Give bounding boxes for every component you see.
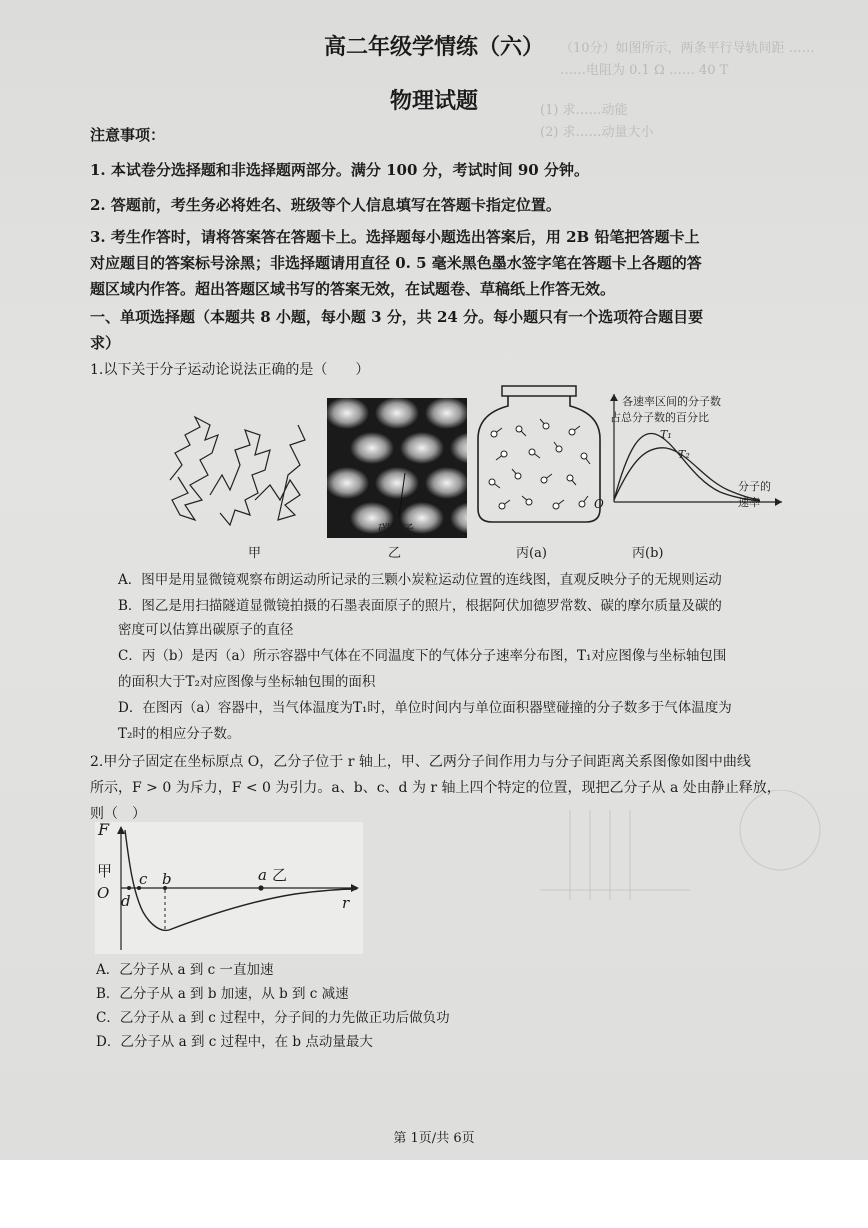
q2-option-a: A．乙分子从 a 到 c 一直加速: [96, 962, 274, 978]
graph-label-c: c: [139, 870, 148, 888]
q2-option-c: C．乙分子从 a 到 c 过程中，分子间的力先做正功后做负功: [96, 1010, 450, 1026]
q1-option-c-line2: 的面积大于T₂对应图像与坐标轴包围的面积: [118, 674, 376, 690]
question-2-stem-line1: 2.甲分子固定在坐标原点 O，乙分子位于 r 轴上，甲、乙两分子间作用力与分子间距离关系图像如图中曲线: [90, 754, 751, 770]
notice-item-3-line3: 题区域内作答。超出答题区域书写的答案无效，在试题卷、草稿纸上作答无效。: [90, 280, 616, 298]
graph-label-r: r: [342, 894, 350, 912]
caption-yi: 乙: [388, 546, 402, 561]
graph-label-jia: 甲: [97, 862, 113, 880]
graph-xlabel-line1: 分子的: [738, 480, 771, 493]
figure-force-distance-graph: [95, 822, 363, 954]
notice-item-3-line2: 对应题目的答案标号涂黑；非选择题请用直径 0. 5 毫米黑色墨水签字笔在答题卡上各题的答: [90, 254, 702, 272]
notice-item-3-line1: 3. 考生作答时，请将答案答在答题卡上。选择题每小题选出答案后，用 2B 铅笔把答题卡上: [90, 228, 700, 246]
q2-option-b: B．乙分子从 a 到 b 加速，从 b 到 c 减速: [96, 986, 349, 1002]
bleed-through-text-2: (1) 求……动能 (2) 求……动量大小: [540, 103, 654, 140]
figure-gas-container: [474, 384, 604, 529]
graph-label-F: F: [98, 820, 110, 839]
caption-jia: 甲: [248, 546, 262, 561]
graph-label-b: b: [162, 870, 172, 888]
caption-bing-a: 丙(a): [516, 546, 547, 561]
q2-option-d: D．乙分子从 a 到 c 过程中，在 b 点动量最大: [96, 1034, 373, 1050]
graph-label-yi: 乙: [272, 866, 288, 884]
page-subtitle: 物理试题: [389, 88, 478, 114]
graph-label-a: a: [258, 866, 267, 884]
graph-label-t1: T₁: [660, 428, 672, 441]
question-2-stem-line3: 则（ ）: [90, 806, 146, 822]
graph-label-O: O: [97, 884, 110, 902]
q1-option-b-line1: B．图乙是用扫描隧道显微镜拍摄的石墨表面原子的照片，根据阿伏加德罗常数、碳的摩尔质量及碳的: [118, 598, 722, 614]
figure-brownian-motion: [160, 405, 310, 535]
q1-option-b-line2: 密度可以估算出碳原子的直径: [118, 622, 294, 638]
q1-option-d-line1: D．在图丙（a）容器中，当气体温度为T₁时，单位时间内与单位面积器壁碰撞的分子数多于气体温度为: [118, 700, 732, 716]
question-2-stem-line2: 所示，F > 0 为斥力，F < 0 为引力。a、b、c、d 为 r 轴上四个特定的位置，现把乙分子从 a 处由静止释放，: [90, 780, 781, 796]
page-number: 第 1页/共 6页: [393, 1131, 475, 1146]
notice-item-2: 2. 答题前，考生务必将姓名、班级等个人信息填写在答题卡指定位置。: [90, 196, 561, 214]
q1-option-a: A．图甲是用显微镜观察布朗运动所记录的三颗小炭粒运动位置的连线图，直观反映分子的无规则运动: [118, 572, 722, 588]
section-heading-line2: 求）: [90, 334, 121, 352]
page-title: 高二年级学情练（六）: [323, 34, 544, 60]
graph-label-d: d: [121, 892, 131, 910]
graph-ylabel-line1: 各速率区间的分子数: [622, 395, 721, 408]
graph-xlabel-line2: 速率: [738, 496, 760, 509]
graph-ylabel-line2: 占总分子数的百分比: [610, 411, 709, 424]
notice-item-1: 1. 本试卷分选择题和非选择题两部分。满分 100 分，考试时间 90 分钟。: [90, 161, 589, 179]
caption-bing-b: 丙(b): [632, 546, 664, 561]
notice-heading: 注意事项：: [90, 126, 166, 144]
q1-option-c-line1: C．丙（b）是丙（a）所示容器中气体在不同温度下的气体分子速率分布图，T₁对应图像与坐标轴包围: [118, 648, 727, 664]
question-1-stem: 1.以下关于分子运动论说法正确的是（ ）: [90, 362, 370, 378]
carbon-atom-label: 碳原子: [378, 522, 415, 536]
figure-graphite-stm: [327, 398, 467, 538]
section-heading-line1: 一、单项选择题（本题共 8 小题，每小题 3 分，共 24 分。每小题只有一个选项符合题目要: [90, 308, 704, 326]
q1-option-d-line2: T₂时的相应分子数。: [118, 726, 241, 742]
graph-origin: O: [594, 497, 604, 511]
graph-label-t2: T₂: [678, 448, 690, 461]
bleed-through-text: （10分）如图所示，两条平行导轨间距 …… ……电阻为 0.1 Ω …… 40 T: [560, 41, 815, 78]
